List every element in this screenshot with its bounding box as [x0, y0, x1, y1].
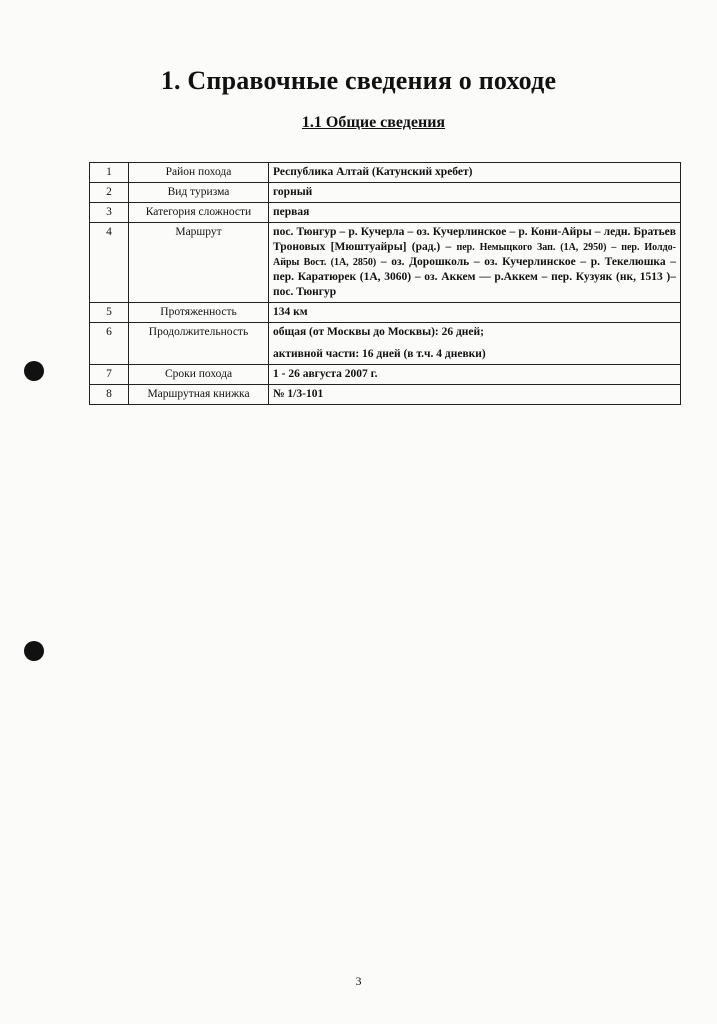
row-label: Маршрутная книжка	[129, 385, 269, 405]
route-value	[269, 223, 681, 303]
table-row	[90, 223, 681, 303]
section-subtitle: 1.1 Общие сведения	[301, 114, 446, 131]
row-label: Протяженность	[129, 303, 269, 323]
row-value: горный	[269, 183, 681, 203]
row-label: Район похода	[129, 163, 269, 183]
punch-hole	[24, 361, 44, 381]
route-part: – оз. Дорошколь – оз. Кучерлинское – р. Текелюшка – пер. Каратюрек (1А, 3060) – оз. Аккем — р.Аккем – пер. Кузуяк (нк, 1513 )– пос. Тюнгур	[273, 256, 676, 298]
table-row	[90, 163, 681, 183]
row-label: Категория сложности	[129, 203, 269, 223]
row-label: Продолжительность	[129, 323, 269, 365]
table-row	[90, 303, 681, 323]
row-number: 2	[90, 183, 129, 203]
row-number: 8	[90, 385, 129, 405]
row-value: Республика Алтай (Катунский хребет)	[269, 163, 681, 183]
table-row	[90, 323, 681, 365]
row-number: 6	[90, 323, 129, 365]
table-row	[90, 203, 681, 223]
row-label: Сроки похода	[129, 365, 269, 385]
table-row	[90, 385, 681, 405]
row-number: 5	[90, 303, 129, 323]
route-part-small: пер. Немыцкого Зап. (1А, 2950) – пер. Иолдо-Айры Вост. (1А, 2850)	[273, 242, 676, 268]
route-part: пос. Тюнгур – р. Кучерла – оз. Кучерлинское – р. Кони-Айры – ледн. Братьев Троновых [Мюштуайры] (рад.) –	[273, 226, 676, 253]
row-label: Вид туризма	[129, 183, 269, 203]
row-number: 3	[90, 203, 129, 223]
duration-value	[269, 323, 681, 365]
row-number: 1	[90, 163, 129, 183]
info-table	[89, 162, 681, 405]
page-number: 3	[355, 974, 362, 988]
row-value: 1 - 26 августа 2007 г.	[269, 365, 681, 385]
duration-total: общая (от Москвы до Москвы): 26 дней;	[273, 326, 484, 338]
duration-active: активной части: 16 дней (в т.ч. 4 дневки)	[273, 348, 486, 360]
page-title: 1. Справочные сведения о походе	[160, 66, 557, 95]
row-value: первая	[269, 203, 681, 223]
row-label: Маршрут	[129, 223, 269, 303]
row-value: № 1/3-101	[269, 385, 681, 405]
table-row	[90, 183, 681, 203]
row-number: 4	[90, 223, 129, 303]
row-value: 134 км	[269, 303, 681, 323]
punch-hole	[24, 641, 44, 661]
row-number: 7	[90, 365, 129, 385]
table-row	[90, 365, 681, 385]
